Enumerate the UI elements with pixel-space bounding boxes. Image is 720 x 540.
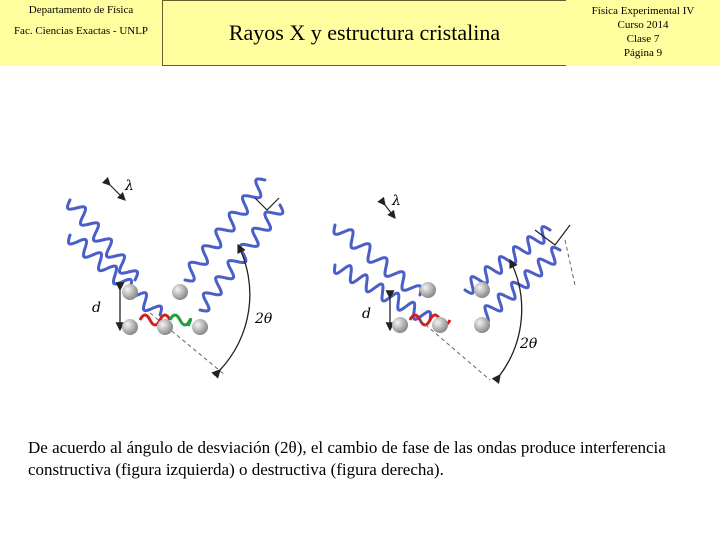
left-diagram-constructive [68, 178, 283, 375]
atom [474, 282, 490, 298]
reflected-wave-lower [480, 247, 560, 322]
atom [420, 282, 436, 298]
atom [172, 284, 188, 300]
figure-caption: De acuerdo al ángulo de desviación (2θ), el cambio de fase de las ondas produce interferencia constructiva (figura izquierda) o destructiva (figura derecha). [28, 438, 666, 479]
class-number: Clase 7 [626, 33, 660, 45]
spacing-label-left: d [92, 300, 101, 316]
wavelength-label-left: λ [125, 178, 134, 194]
xray-diffraction-figure [50, 160, 610, 390]
atom [122, 284, 138, 300]
atom [392, 317, 408, 333]
right-diagram-destructive [334, 193, 575, 380]
incident-wave-lower [335, 265, 431, 320]
header-right-box [566, 0, 720, 66]
wavelength-label-right: λ [392, 193, 401, 209]
department-label: Departamento de Física [28, 4, 134, 16]
atom [432, 317, 448, 333]
spacing-label-right: d [362, 306, 371, 322]
angle-label-right: 2θ [520, 336, 538, 352]
reflected-wave-lower [200, 205, 283, 311]
course-name: Física Experimental IV [591, 5, 695, 17]
incident-wave-lower [69, 235, 162, 315]
atom [122, 319, 138, 335]
header-left-box [0, 0, 162, 66]
angle-label-left: 2θ [255, 311, 273, 327]
slide-title: Rayos X y estructura cristalina [228, 20, 501, 45]
atom [192, 319, 208, 335]
course-year: Curso 2014 [617, 19, 669, 31]
atom [157, 319, 173, 335]
faculty-label: Fac. Ciencias Exactas - UNLP [13, 25, 149, 37]
page-number: Página 9 [623, 47, 663, 59]
atom [474, 317, 490, 333]
header-title-box [162, 0, 567, 66]
path-difference-green [170, 315, 191, 326]
